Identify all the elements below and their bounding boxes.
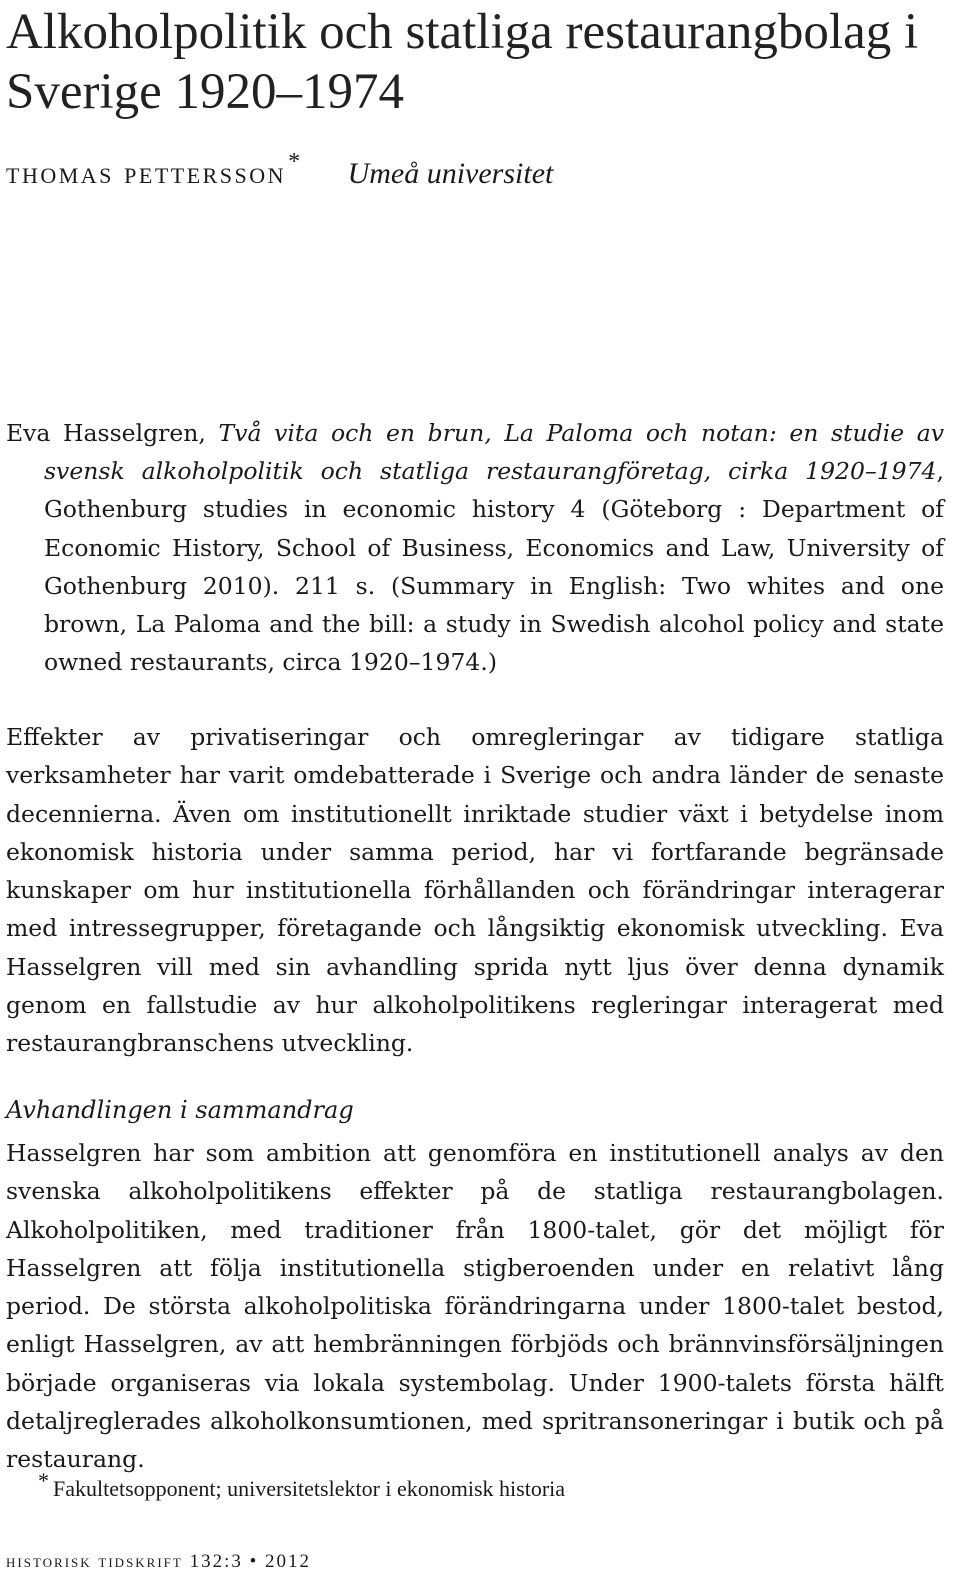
footnote xyxy=(38,1466,938,1504)
book-author: Eva Hasselgren, xyxy=(6,419,206,447)
author-line xyxy=(6,142,946,194)
author-affiliation: Umeå universitet xyxy=(347,157,554,190)
running-footer: historisk tidskrift 132:3 • 2012 xyxy=(6,1551,312,1572)
body-paragraph-2: Hasselgren har som ambition att genomföra en institutionell analys av den svenska alkoholpolitikens effekter på de statliga restaurangbolagen. Alkoholpolitiken, med traditioner från 1800-talet, gör det möjligt för Hasselgren att följa institutionella stigberoenden under en relativt lång period. De största alkoholpolitiska förändringarna under 1800-talet bestod, enligt Hasselgren, av att hembränningen förbjöds och brännvinsförsäljningen började organiseras via lokala systembolag. Under 1900-talets första hälft detaljreglerades alkoholkonsumtionen, med spritransoneringar i butik och på restaurang. xyxy=(6,1139,944,1474)
footnote-marker: * xyxy=(38,1468,49,1493)
article-title: Alkoholpolitik och statliga restaurangbolag i Sverige 1920–1974 xyxy=(6,4,919,120)
author-footnote-marker[interactable]: * xyxy=(288,149,301,175)
body-paragraph-1: Effekter av privatiseringar och omregleringar av tidigare statliga verksamheter har varit omdebatterade i Sverige och andra länder de senaste decennierna. Även om institutionellt inriktade studier växt i betydelse inom ekonomisk historia under samma period, har vi fortfarande begränsade kunskaper om hur institutionella förhållanden och förändringar interagerar med intressegrupper, företagande och långsiktig ekonomisk utveckling. Eva Hasselgren vill med sin avhandling sprida nytt ljus över denna dynamik genom en fallstudie av hur alkoholpolitikens regleringar interagerat med restaurangbranschens utveckling. xyxy=(6,723,944,1058)
book-title: Två vita och en brun, La Paloma och notan: en studie av svensk alkoholpolitik och statliga restaurangföretag, cirka 1920–1974 xyxy=(44,419,945,486)
section-heading: Avhandlingen i sammandrag xyxy=(6,1096,354,1124)
footnote-text: Fakultetsopponent; universitetslektor i ekonomisk historia xyxy=(53,1476,566,1501)
reviewed-book-reference xyxy=(6,414,944,681)
author-name: thomas pettersson xyxy=(6,155,287,190)
book-details: , Gothenburg studies in economic history 4 (Göteborg : Department of Economic History, School of Business, Economics and Law, University of Gothenburg 2010). 211 s. (Summary in English: Two whites and one brown, La Paloma and the bill: a study in Swedish alcohol policy and state owned restaurants, circa 1920–1974.) xyxy=(44,457,944,677)
